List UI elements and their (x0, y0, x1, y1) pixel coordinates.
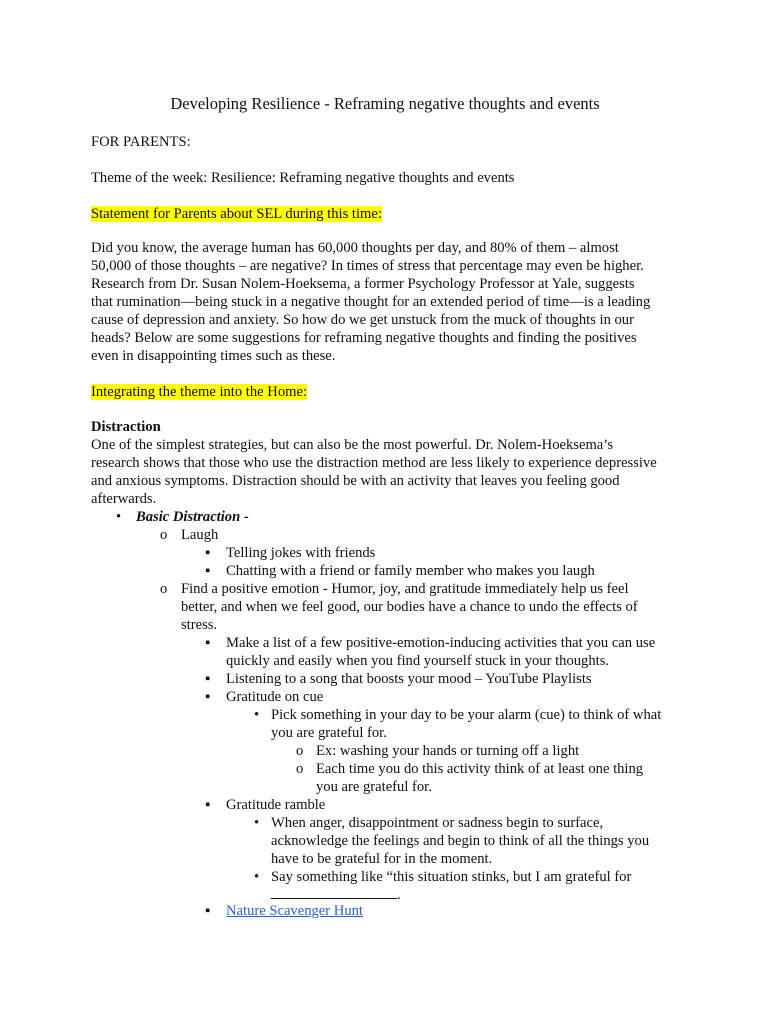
list-item-say-something (271, 868, 631, 904)
list-item-jokes: Telling jokes with friends (226, 545, 376, 561)
circle-bullet: o (160, 527, 168, 543)
statement-heading (91, 205, 691, 223)
disc-bullet: • (254, 869, 260, 885)
list-item-line: better, and when we feel good, our bodies have a chance to undo the effects of (181, 599, 638, 615)
list-item-ex-washing: Ex: washing your hands or turning off a light (316, 743, 580, 759)
circle-bullet: o (296, 743, 304, 759)
for-parents-label: FOR PARENTS: (91, 134, 191, 150)
list-item-positive-emotion (181, 580, 638, 634)
intro-paragraph (91, 239, 691, 365)
disc-bullet: • (254, 707, 260, 723)
list-item-line: Say something like “this situation stinks, but I am grateful for (271, 869, 632, 885)
disc-bullet: • (254, 815, 260, 831)
square-bullet: ▪ (205, 797, 211, 813)
list-item-listening: Listening to a song that boosts your mood – YouTube Playlists (226, 671, 592, 687)
list-item-gratitude-cue: Gratitude on cue (226, 689, 324, 705)
theme-line: Theme of the week: Resilience: Reframing negative thoughts and events (91, 170, 515, 186)
intro-line: 50,000 of those thoughts – are negative? In times of stress that percentage may even be higher. (91, 258, 644, 274)
list-item-each-time (316, 760, 643, 796)
disc-bullet: • (116, 509, 122, 525)
list-item-when-anger (271, 814, 649, 868)
list-item-laugh: Laugh (181, 527, 219, 543)
circle-bullet: o (160, 581, 168, 597)
distraction-line: research shows that those who use the distraction method are less likely to experience depressive (91, 455, 657, 471)
intro-line: Research from Dr. Susan Nolem-Hoeksema, a former Psychology Professor at Yale, suggests (91, 276, 635, 292)
list-item-line: Pick something in your day to be your alarm (cue) to think of what (271, 707, 662, 723)
intro-line: that rumination—being stuck in a negative thought for an extended period of time—is a leading (91, 294, 651, 310)
list-item-line: quickly and easily when you find yourself stuck in your thoughts. (226, 653, 610, 669)
blank-period: . (397, 887, 401, 903)
list-item-gratitude-ramble: Gratitude ramble (226, 797, 326, 813)
distraction-line: and anxious symptoms. Distraction should be with an activity that leaves you feeling good (91, 473, 620, 489)
square-bullet: ▪ (205, 563, 211, 579)
list-item-line: Each time you do this activity think of at least one thing (316, 761, 644, 777)
square-bullet: ▪ (205, 635, 211, 651)
list-item-line: When anger, disappointment or sadness begin to surface, (271, 815, 604, 831)
list-item-basic-distraction: Basic Distraction - (136, 509, 249, 525)
distraction-paragraph (91, 436, 691, 508)
distraction-heading: Distraction (91, 419, 161, 435)
intro-line: cause of depression and anxiety. So how do we get unstuck from the muck of thoughts in our (91, 312, 634, 328)
intro-line: Did you know, the average human has 60,000 thoughts per day, and 80% of them – almost (91, 240, 619, 256)
square-bullet: ▪ (205, 671, 211, 687)
list-item-line: have to be grateful for in the moment. (271, 851, 493, 867)
list-item-nature-hunt (226, 902, 363, 920)
integrating-heading-text: Integrating the theme into the Home: (91, 384, 308, 400)
square-bullet: ▪ (205, 545, 211, 561)
integrating-heading (91, 383, 691, 401)
square-bullet: ▪ (205, 689, 211, 705)
distraction-line: One of the simplest strategies, but can also be the most powerful. Dr. Nolem-Hoeksema’s (91, 437, 614, 453)
circle-bullet: o (296, 761, 304, 777)
list-item-line: you are grateful for. (271, 725, 387, 741)
intro-line: even in disappointing times such as these. (91, 348, 336, 364)
nature-scavenger-hunt-link[interactable]: Nature Scavenger Hunt (226, 903, 363, 919)
list-item-line: Find a positive emotion - Humor, joy, and gratitude immediately help us feel (181, 581, 629, 597)
square-bullet: ▪ (205, 903, 211, 919)
list-item-make-list (226, 634, 655, 670)
list-item-line: acknowledge the feelings and begin to think of all the things you (271, 833, 650, 849)
distraction-line: afterwards. (91, 491, 157, 507)
statement-heading-text: Statement for Parents about SEL during this time: (91, 206, 382, 222)
intro-line: heads? Below are some suggestions for reframing negative thoughts and finding the positives (91, 330, 637, 346)
list-item-chatting: Chatting with a friend or family member who makes you laugh (226, 563, 595, 579)
list-item-line: you are grateful for. (316, 779, 432, 795)
fill-in-blank (271, 886, 397, 899)
list-item-pick-something (271, 706, 661, 742)
list-item-line: stress. (181, 617, 218, 633)
list-item-line: Make a list of a few positive-emotion-inducing activities that you can use (226, 635, 656, 651)
document-title: Developing Resilience - Reframing negative thoughts and events (170, 94, 600, 113)
